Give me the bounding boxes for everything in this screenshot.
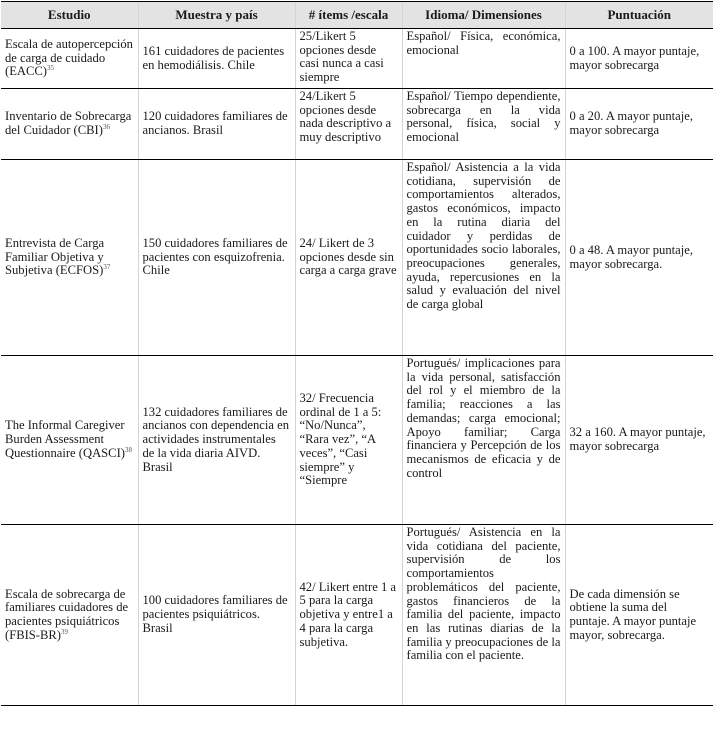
reference-number: 35	[46, 64, 54, 73]
estudio-text: Escala de sobrecarga de familiares cuidadores de pacientes psiquiátricos (FBIS-BR)	[5, 586, 129, 642]
cell-items: 25/Likert 5 opciones desde casi nunca a casi siempre	[295, 29, 402, 89]
cell-muestra: 132 cuidadores familiares de ancianos con dependencia en actividades instrumentales de la vida diaria AIVD. Brasil	[138, 356, 295, 525]
cell-puntuacion: De cada dimensión se obtiene la suma del puntaje. A mayor puntaje mayor, sobrecarga.	[565, 525, 713, 706]
cell-muestra: 120 cuidadores familiares de ancianos. Brasil	[138, 89, 295, 160]
table-row	[1, 160, 713, 356]
header-items: # ítems /escala	[295, 2, 402, 29]
cell-estudio	[1, 525, 138, 706]
cell-puntuacion: 0 a 20. A mayor puntaje, mayor sobrecarga	[565, 89, 713, 160]
cell-estudio	[1, 160, 138, 356]
header-puntuacion: Puntuación	[565, 2, 713, 29]
estudio-text: Escala de autopercepción de carga de cuidado (EACC)	[5, 36, 133, 79]
header-row	[1, 2, 713, 29]
cell-idioma: Español/ Tiempo dependiente, sobrecarga en la vida personal, física, social y emocional	[402, 89, 565, 160]
cell-idioma: Portugués/ Asistencia en la vida cotidiana del paciente, supervisión de los comportamientos problemáticos del paciente, gastos financieros de la familia del paciente, impacto en las rutinas diarias de la familia y preocupaciones de la familia con el paciente.	[402, 525, 565, 706]
cell-idioma: Portugués/ implicaciones para la vida personal, satisfacción del rol y el miembro de la familia; reacciones a las demandas; carga emocional; Apoyo familiar; Carga financiera y Percepción de los mecanismos de eficacia y de control	[402, 356, 565, 525]
cell-estudio	[1, 356, 138, 525]
cell-puntuacion: 0 a 48. A mayor puntaje, mayor sobrecarga.	[565, 160, 713, 356]
cell-idioma: Español/ Física, económica, emocional	[402, 29, 565, 89]
table-row	[1, 89, 713, 160]
cell-puntuacion: 32 a 160. A mayor puntaje, mayor sobrecarga	[565, 356, 713, 525]
cell-muestra: 161 cuidadores de pacientes en hemodiálisis. Chile	[138, 29, 295, 89]
cell-idioma: Español/ Asistencia a la vida cotidiana, supervisión de comportamientos alterados, gastos económicos, impacto en la rutina diaria del cuidador y perdidas de oportunidades socio laborales, preocupaciones generales, ayuda, repercusiones en la salud y evaluación del nivel de carga global	[402, 160, 565, 356]
table-row	[1, 29, 713, 89]
instruments-table	[1, 1, 713, 706]
cell-estudio	[1, 89, 138, 160]
header-estudio: Estudio	[1, 2, 138, 29]
cell-muestra: 100 cuidadores familiares de pacientes psiquiátricos. Brasil	[138, 525, 295, 706]
cell-items: 32/ Frecuencia ordinal de 1 a 5: “No/Nunca”, “Rara vez”, “A veces”, “Casi siempre” y “Siempre	[295, 356, 402, 525]
header-muestra: Muestra y país	[138, 2, 295, 29]
table-row	[1, 525, 713, 706]
cell-items: 42/ Likert entre 1 a 5 para la carga objetiva y entre1 a 4 para la carga subjetiva.	[295, 525, 402, 706]
cell-muestra: 150 cuidadores familiares de pacientes con esquizofrenia. Chile	[138, 160, 295, 356]
estudio-text: The Informal Caregiver Burden Assessment Questionnaire (QASCI)	[5, 418, 125, 460]
table-row	[1, 356, 713, 525]
cell-items: 24/Likert 5 opciones desde nada descriptivo a muy descriptivo	[295, 89, 402, 160]
cell-items: 24/ Likert de 3 opciones desde sin carga a carga grave	[295, 160, 402, 356]
cell-estudio	[1, 29, 138, 89]
cell-puntuacion: 0 a 100. A mayor puntaje, mayor sobrecarga	[565, 29, 713, 89]
estudio-text: Inventario de Sobrecarga del Cuidador (CBI)	[5, 109, 132, 137]
reference-number: 38	[124, 445, 132, 454]
header-idioma: Idioma/ Dimensiones	[402, 2, 565, 29]
estudio-text: Entrevista de Carga Familiar Objetiva y Subjetiva (ECFOS)	[5, 235, 105, 278]
reference-number: 39	[60, 627, 68, 636]
reference-number: 36	[102, 122, 110, 131]
reference-number: 37	[103, 263, 111, 272]
